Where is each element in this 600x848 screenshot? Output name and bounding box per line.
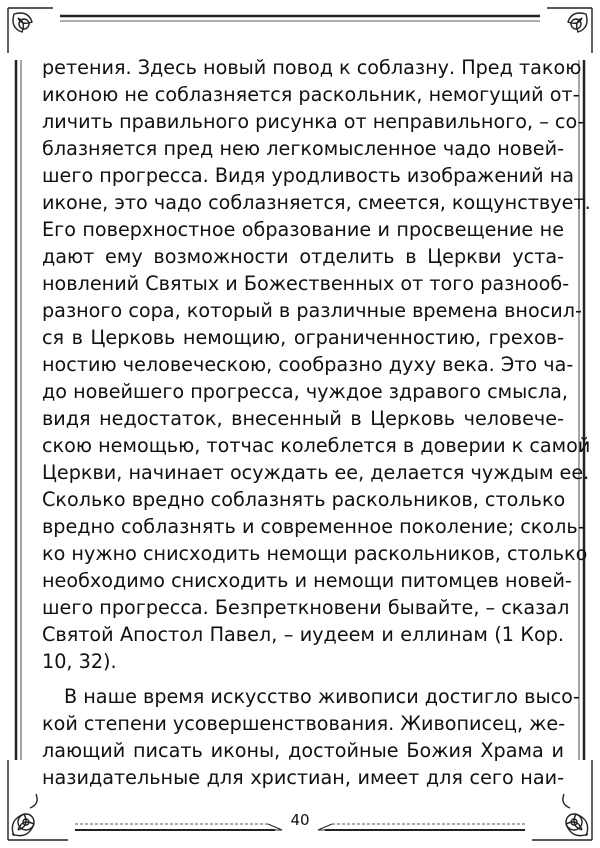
text-line: кой степени усовершенствования. Живописец, же- — [42, 712, 566, 735]
text-line: 10, 32). — [42, 650, 117, 673]
text-line: назидательные для христиан, имеет для сего наи- — [42, 766, 564, 789]
text-line: В наше время искусство живописи достигло высо- — [64, 685, 580, 708]
paragraph — [42, 683, 580, 791]
text-line: скою немощью, тотчас колеблется в доверии к самой — [42, 434, 591, 457]
text-line: дают ему возможности отделить в Церкви уста- — [42, 245, 564, 268]
text-line: личить правильного рисунка от неправильного, – со- — [42, 110, 585, 133]
text-line: Святой Апостол Павел, – иудеем и еллинам (1 Кор. — [42, 623, 564, 646]
text-line: Церкви, начинает осуждать ее, делается чуждым ее. — [42, 461, 590, 484]
text-line: шего прогресса. Безпреткновени бывайте, – сказал — [42, 596, 570, 619]
text-line: вредно соблазнять и современное поколение; сколь- — [42, 515, 585, 538]
text-line: блазняется пред нею легкомысленное чадо новей- — [42, 137, 564, 160]
text-line: Сколько вредно соблазнять раскольников, столько — [42, 488, 566, 511]
body-text — [42, 54, 591, 791]
text-line: шего прогресса. Видя уродливость изображений на — [42, 164, 575, 187]
text-line: ретения. Здесь новый повод к соблазну. Пред такою — [42, 56, 582, 79]
text-line: видя недостаток, внесенный в Церковь человече- — [42, 407, 564, 430]
text-line: лающий писать иконы, достойные Божия Храма и — [42, 739, 564, 762]
text-line: ся в Церковь немощию, ограниченностию, грехов- — [42, 326, 564, 349]
page-number: 40 — [290, 811, 310, 829]
text-line: новлений Святых и Божественных от того разнооб- — [42, 272, 570, 295]
text-line: ностию человеческою, сообразно духу века. Это ча- — [42, 353, 574, 376]
text-line: разного сора, который в различные времена вносил- — [42, 299, 582, 322]
text-line: иконою не соблазняется раскольник, немогущий от- — [42, 83, 580, 106]
text-line: до новейшего прогресса, чуждое здравого смысла, — [42, 380, 568, 403]
paragraph — [42, 54, 591, 675]
text-line: ко нужно снисходить немощи раскольников, столько — [42, 542, 588, 565]
text-line: необходимо снисходить и немощи питомцев новей- — [42, 569, 572, 592]
text-line: иконе, это чадо соблазняется, смеется, кощунствует. — [42, 191, 591, 214]
text-line: Его поверхностное образование и просвещение не — [42, 218, 564, 241]
